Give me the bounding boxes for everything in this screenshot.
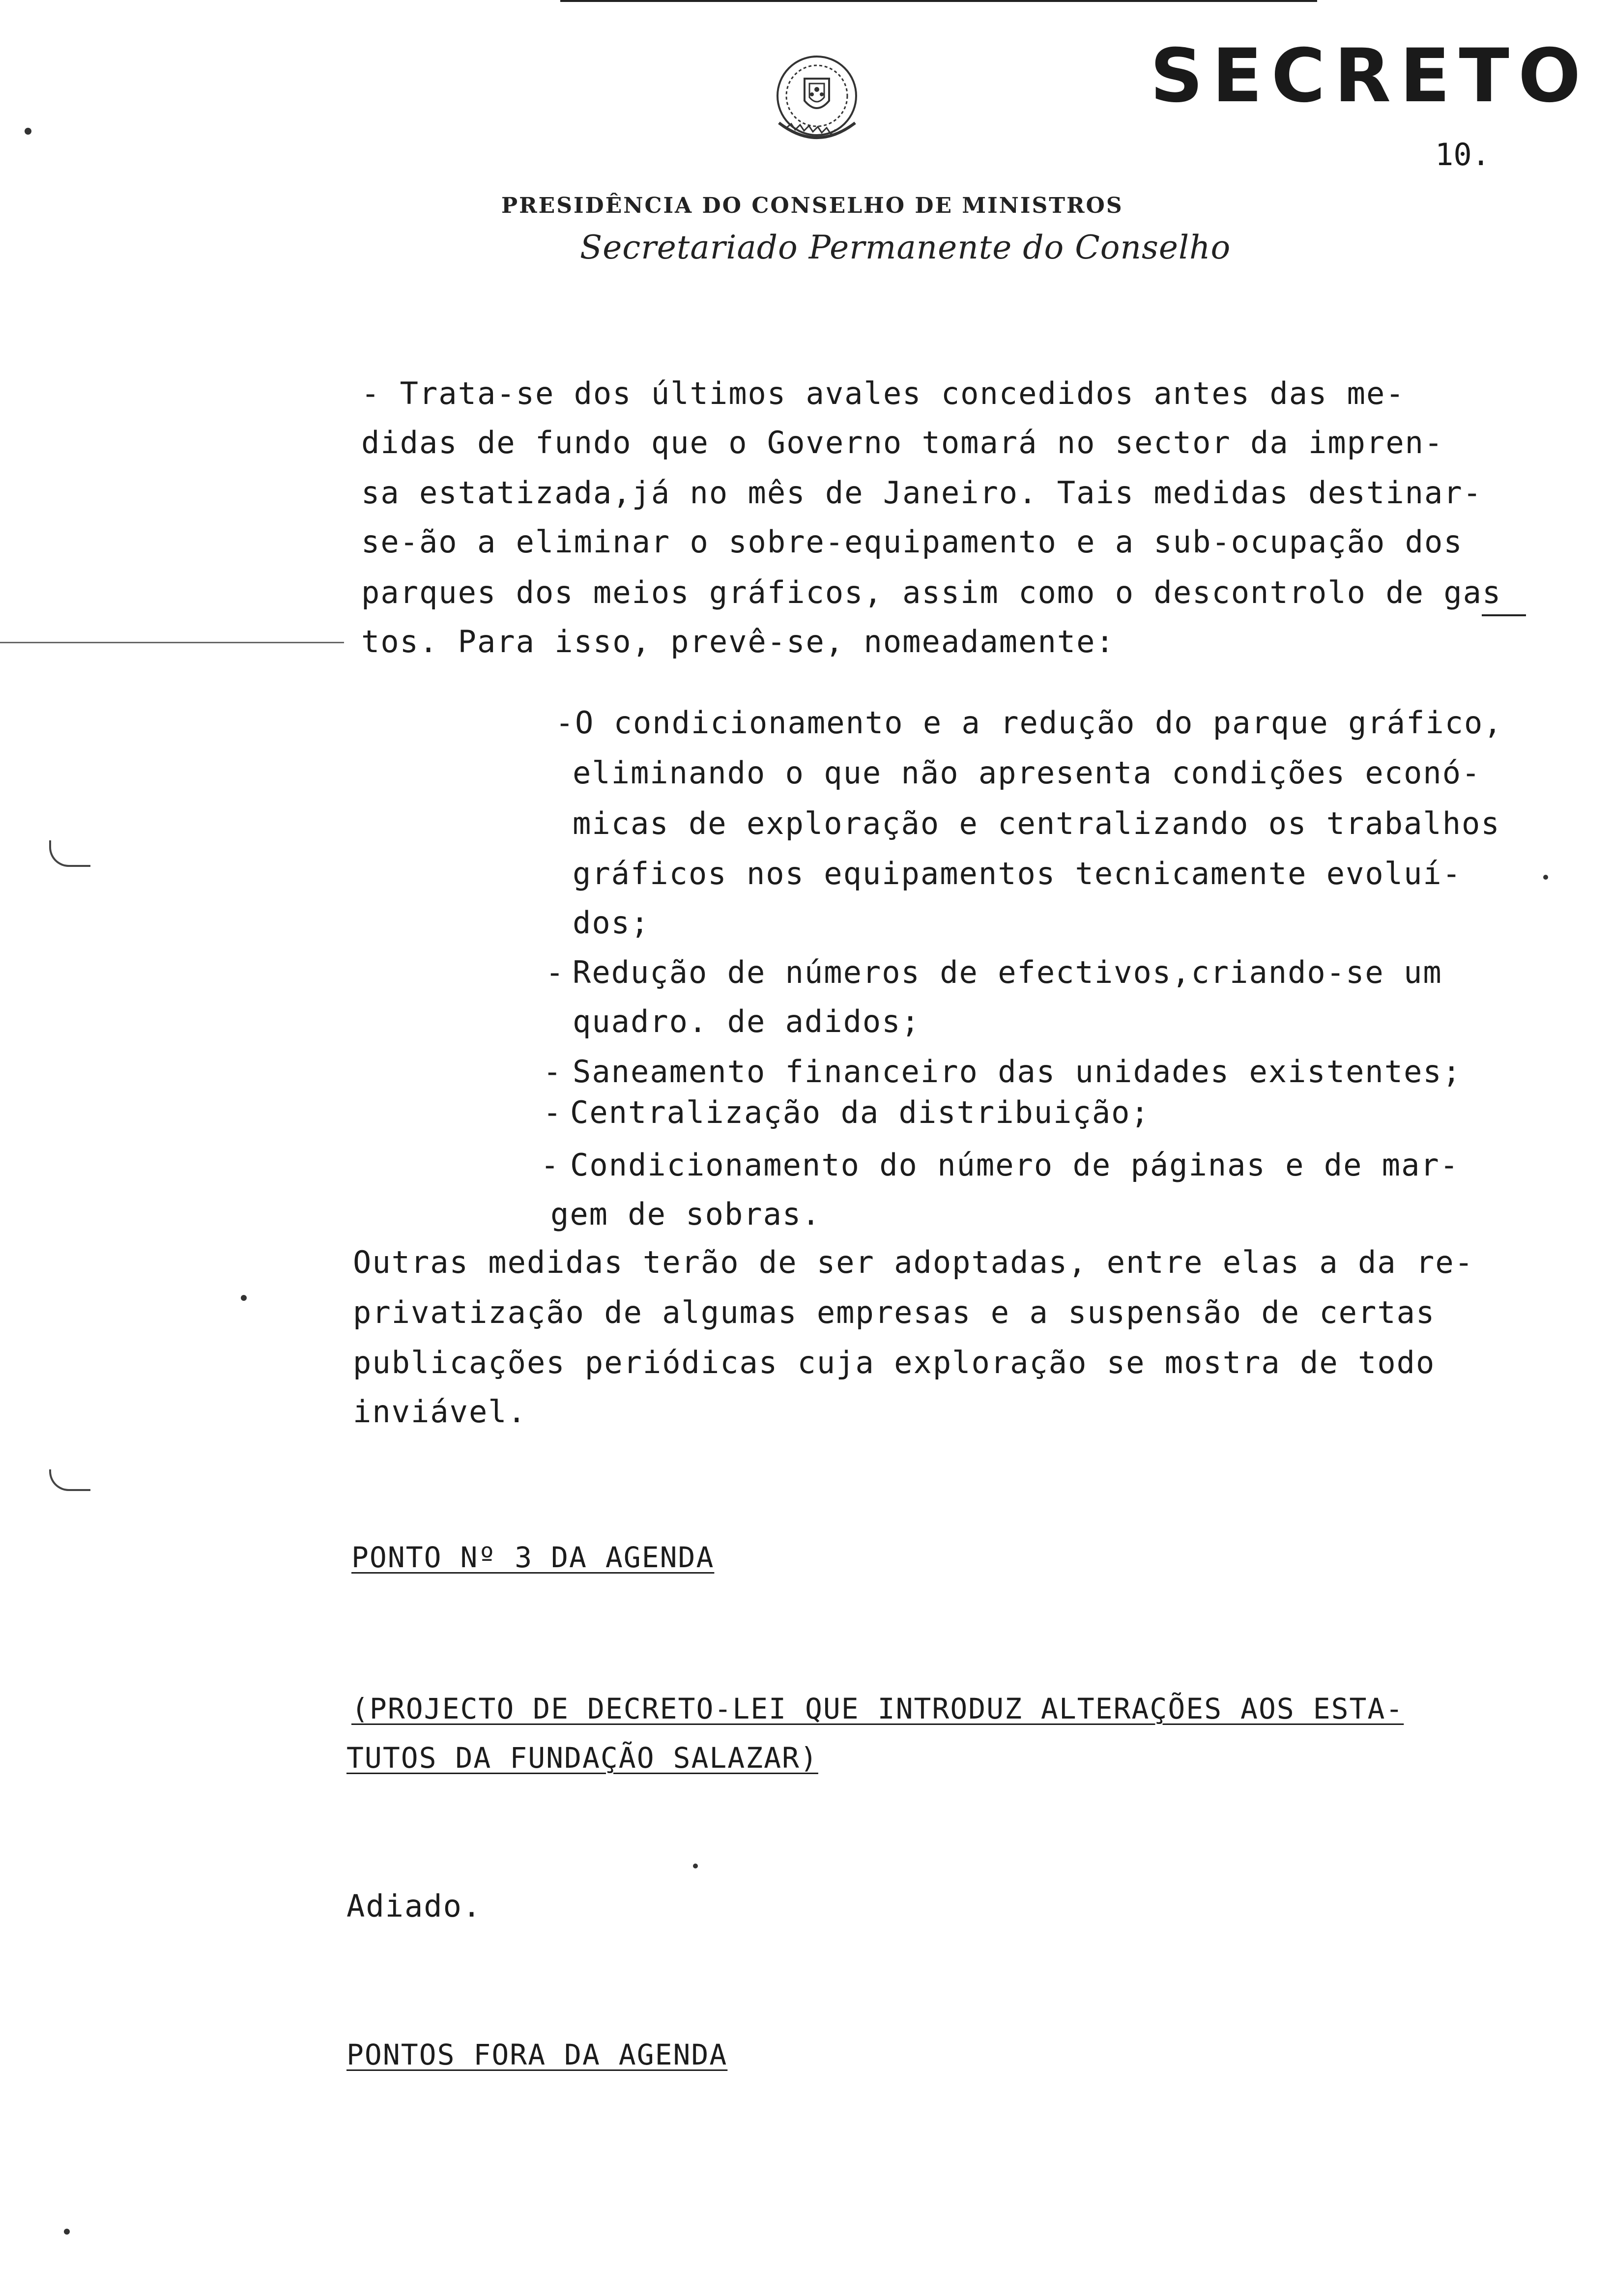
text-line: sa estatizada,já no mês de Janeiro. Tais medidas destinar- (361, 475, 1482, 511)
list-line: Redução de números de efectivos,criando-se um (573, 954, 1442, 990)
list-line: quadro. de adidos; (573, 1004, 921, 1039)
classification-stamp: SECRETO (1150, 33, 1590, 119)
scan-speck (241, 1295, 247, 1301)
list-line: gráficos nos equipamentos tecnicamente evoluí- (573, 856, 1462, 891)
list-line: Condicionamento do número de páginas e de mar- (570, 1147, 1460, 1183)
text-line: privatização de algumas empresas e a suspensão de certas (353, 1294, 1436, 1330)
list-line: micas de exploração e centralizando os trabalhos (573, 805, 1500, 841)
scan-speck (693, 1864, 698, 1868)
list-dash: - (543, 1094, 563, 1130)
text-line: se-ão a eliminar o sobre-equipamento e a sub-ocupação dos (361, 524, 1463, 560)
scan-dashed-line (0, 642, 344, 643)
scan-speck (64, 2229, 70, 2235)
text-line: didas de fundo que o Governo tomará no sector da impren- (361, 425, 1444, 460)
list-line: Centralização da distribuição; (570, 1094, 1150, 1130)
office-heading: PRESIDÊNCIA DO CONSELHO DE MINISTROS (501, 193, 1123, 218)
project-title-line: (PROJECTO DE DECRETO-LEI QUE INTRODUZ ALTERAÇÕES AOS ESTA- (351, 1692, 1404, 1725)
decision-text: Adiado. (346, 1888, 482, 1924)
hole-punch-mark (49, 1469, 90, 1491)
text-line: Outras medidas terão de ser adoptadas, entre elas a da re- (353, 1244, 1474, 1280)
page-number: 10. (1435, 137, 1490, 172)
list-dash: - (546, 954, 565, 990)
agenda-point-heading: PONTO Nº 3 DA AGENDA (351, 1541, 715, 1574)
list-dash: - (541, 1147, 560, 1183)
text-line: inviável. (353, 1394, 527, 1430)
coat-of-arms-icon (764, 49, 870, 155)
list-line: dos; (573, 905, 650, 941)
scan-edge-line (560, 0, 1317, 2)
project-title-line: TUTOS DA FUNDAÇÃO SALAZAR) (346, 1741, 818, 1775)
text-line: publicações periódicas cuja exploração se mostra de todo (353, 1345, 1436, 1380)
list-line: gem de sobras. (550, 1196, 821, 1232)
text-line: parques dos meios gráficos, assim como o descontrolo de gas (361, 574, 1502, 610)
off-agenda-heading: PONTOS FORA DA AGENDA (346, 2038, 728, 2071)
list-dash: - (543, 1054, 563, 1090)
department-heading: Secretariado Permanente do Conselho (580, 229, 1231, 266)
scan-speck (1543, 875, 1548, 880)
list-line: Saneamento financeiro das unidades existentes; (573, 1054, 1462, 1090)
hole-punch-mark (49, 840, 90, 867)
text-line: - Trata-se dos últimos avales concedidos antes das me- (361, 375, 1405, 411)
list-line: O condicionamento e a redução do parque gráfico, (575, 705, 1503, 741)
list-dash: - (555, 705, 575, 741)
scan-speck (25, 128, 31, 135)
underline-mark (1482, 614, 1526, 616)
list-line: eliminando o que não apresenta condições econó- (573, 755, 1481, 791)
text-line: tos. Para isso, prevê-se, nomeadamente: (361, 624, 1115, 660)
